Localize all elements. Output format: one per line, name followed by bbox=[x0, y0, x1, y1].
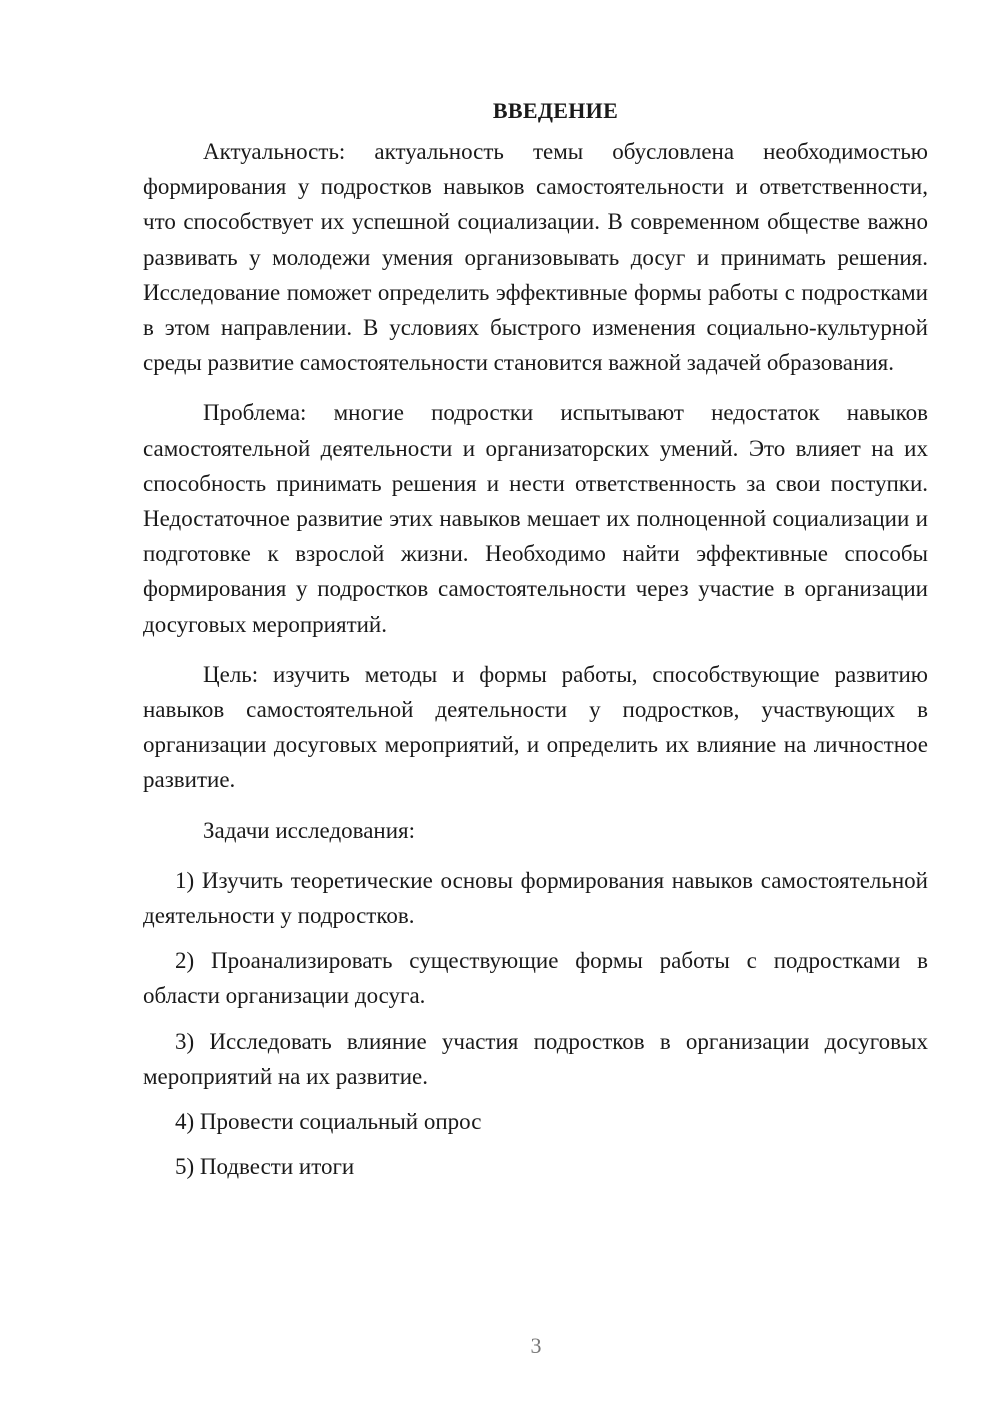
task-item: 2) Проанализировать существующие формы работы с подростками в области организации досуга. bbox=[143, 948, 928, 1009]
paragraph-goal: Цель: изучить методы и формы работы, способствующие развитию навыков самостоятельной деятельности у подростков, участвующих в организации досуговых мероприятий, и определить их влияние на личностное развитие. bbox=[143, 661, 928, 793]
page-content bbox=[143, 94, 928, 1194]
page-number: 3 bbox=[530, 1333, 542, 1358]
task-item: 5) Подвести итоги bbox=[175, 1154, 355, 1180]
section-title: ВВЕДЕНИЕ bbox=[492, 98, 619, 123]
task-item: 4) Провести социальный опрос bbox=[175, 1109, 482, 1135]
tasks-heading: Задачи исследования: bbox=[203, 817, 416, 843]
task-item: 3) Исследовать влияние участия подростков в организации досуговых мероприятий на их развитие. bbox=[143, 1028, 928, 1089]
paragraph-problem: Проблема: многие подростки испытывают недостаток навыков самостоятельной деятельности и организаторских умений. Это влияет на их способность принимать решения и нести ответственность за свои поступки. Недостаточное развитие этих навыков мешает их полноценной социализации и подготовке к взрослой жизни. Необходимо найти эффективные способы формирования у подростков самостоятельности через участие в организации досуговых мероприятий. bbox=[143, 400, 928, 637]
task-item: 1) Изучить теоретические основы формирования навыков самостоятельной деятельности у подростков. bbox=[143, 867, 928, 929]
paragraph-relevance: Актуальность: актуальность темы обусловлена необходимостью формирования у подростков навыков самостоятельности и ответственности, что способствует их успешной социализации. В современном обществе важно развивать у молодежи умения организовывать досуг и принимать решения. Исследование поможет определить эффективные формы работы с подростками в этом направлении. В условиях быстрого изменения социально-культурной среды развитие самостоятельности становится важной задачей образования. bbox=[143, 139, 928, 376]
